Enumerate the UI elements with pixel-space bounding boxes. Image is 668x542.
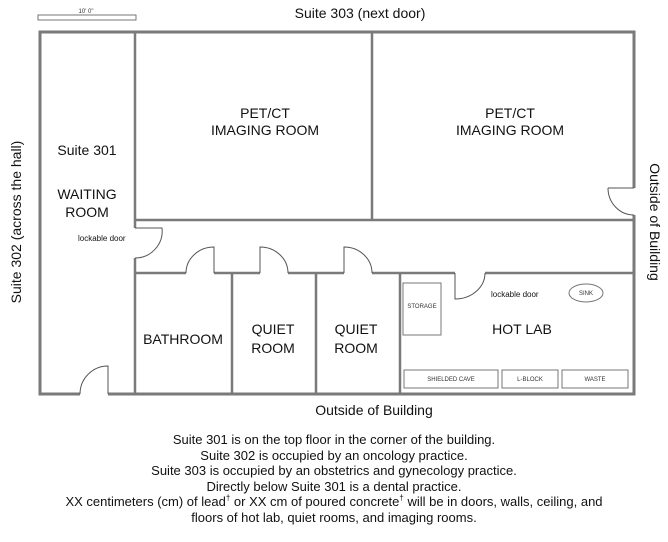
lockable-door-waiting-label: lockable door bbox=[78, 234, 126, 243]
scale-bar-label: 10' 0" bbox=[78, 9, 94, 15]
notes bbox=[0, 432, 668, 525]
waste-label: WASTE bbox=[584, 377, 606, 383]
note-line-1: Suite 301 is on the top floor in the corner of the building. bbox=[172, 432, 496, 447]
dagger-1: † bbox=[225, 493, 231, 503]
right-edge-label: Outside of Building bbox=[647, 163, 663, 281]
pet-ct-room-2-label-2: IMAGING ROOM bbox=[455, 122, 565, 138]
note-line-5a: XX centimeters (cm) of lead bbox=[65, 494, 226, 509]
note-line-5c: will be in doors, walls, ceiling, and bbox=[403, 494, 603, 509]
shielded-cave-label: SHIELDED CAVE bbox=[427, 377, 475, 383]
bottom-edge-label: Outside of Building bbox=[315, 402, 433, 418]
suite-301-label: Suite 301 bbox=[57, 142, 117, 158]
quiet-room-2-label-2: ROOM bbox=[334, 340, 378, 356]
sink-label: SINK bbox=[578, 291, 594, 297]
note-line-2: Suite 302 is occupied by an oncology practice. bbox=[200, 447, 468, 463]
quiet-room-1-label-1: QUIET bbox=[251, 321, 295, 337]
l-block-label: L-BLOCK bbox=[517, 377, 543, 383]
top-edge-label: Suite 303 (next door) bbox=[294, 5, 426, 21]
pet-ct-room-1-label-1: PET/CT bbox=[240, 105, 290, 121]
pet-ct-room-2-label-1: PET/CT bbox=[485, 105, 535, 121]
left-edge-label: Suite 302 (across the hall) bbox=[8, 140, 24, 304]
storage-label: STORAGE bbox=[407, 304, 437, 310]
note-line-3: Suite 303 is occupied by an obstetrics and gynecology practice. bbox=[151, 463, 517, 478]
note-line-5 bbox=[0, 494, 668, 510]
dagger-2: † bbox=[399, 493, 404, 503]
hot-lab-label: HOT LAB bbox=[492, 321, 552, 337]
scale-bar bbox=[38, 9, 136, 20]
quiet-room-2-label-1: QUIET bbox=[334, 321, 378, 337]
note-line-5b: or XX cm of poured concrete bbox=[230, 494, 400, 509]
waiting-room-label-1: WAITING bbox=[57, 186, 117, 202]
lockable-door-hotlab-label: lockable door bbox=[491, 290, 539, 299]
quiet-room-1-label-2: ROOM bbox=[251, 340, 295, 356]
pet-ct-room-1-label-2: IMAGING ROOM bbox=[210, 122, 320, 138]
bathroom-label: BATHROOM bbox=[143, 331, 223, 347]
note-line-4: Directly below Suite 301 is a dental practice. bbox=[206, 478, 462, 494]
waiting-room-label-2: ROOM bbox=[65, 204, 109, 220]
note-line-6: floors of hot lab, quiet rooms, and imaging rooms. bbox=[191, 509, 477, 525]
